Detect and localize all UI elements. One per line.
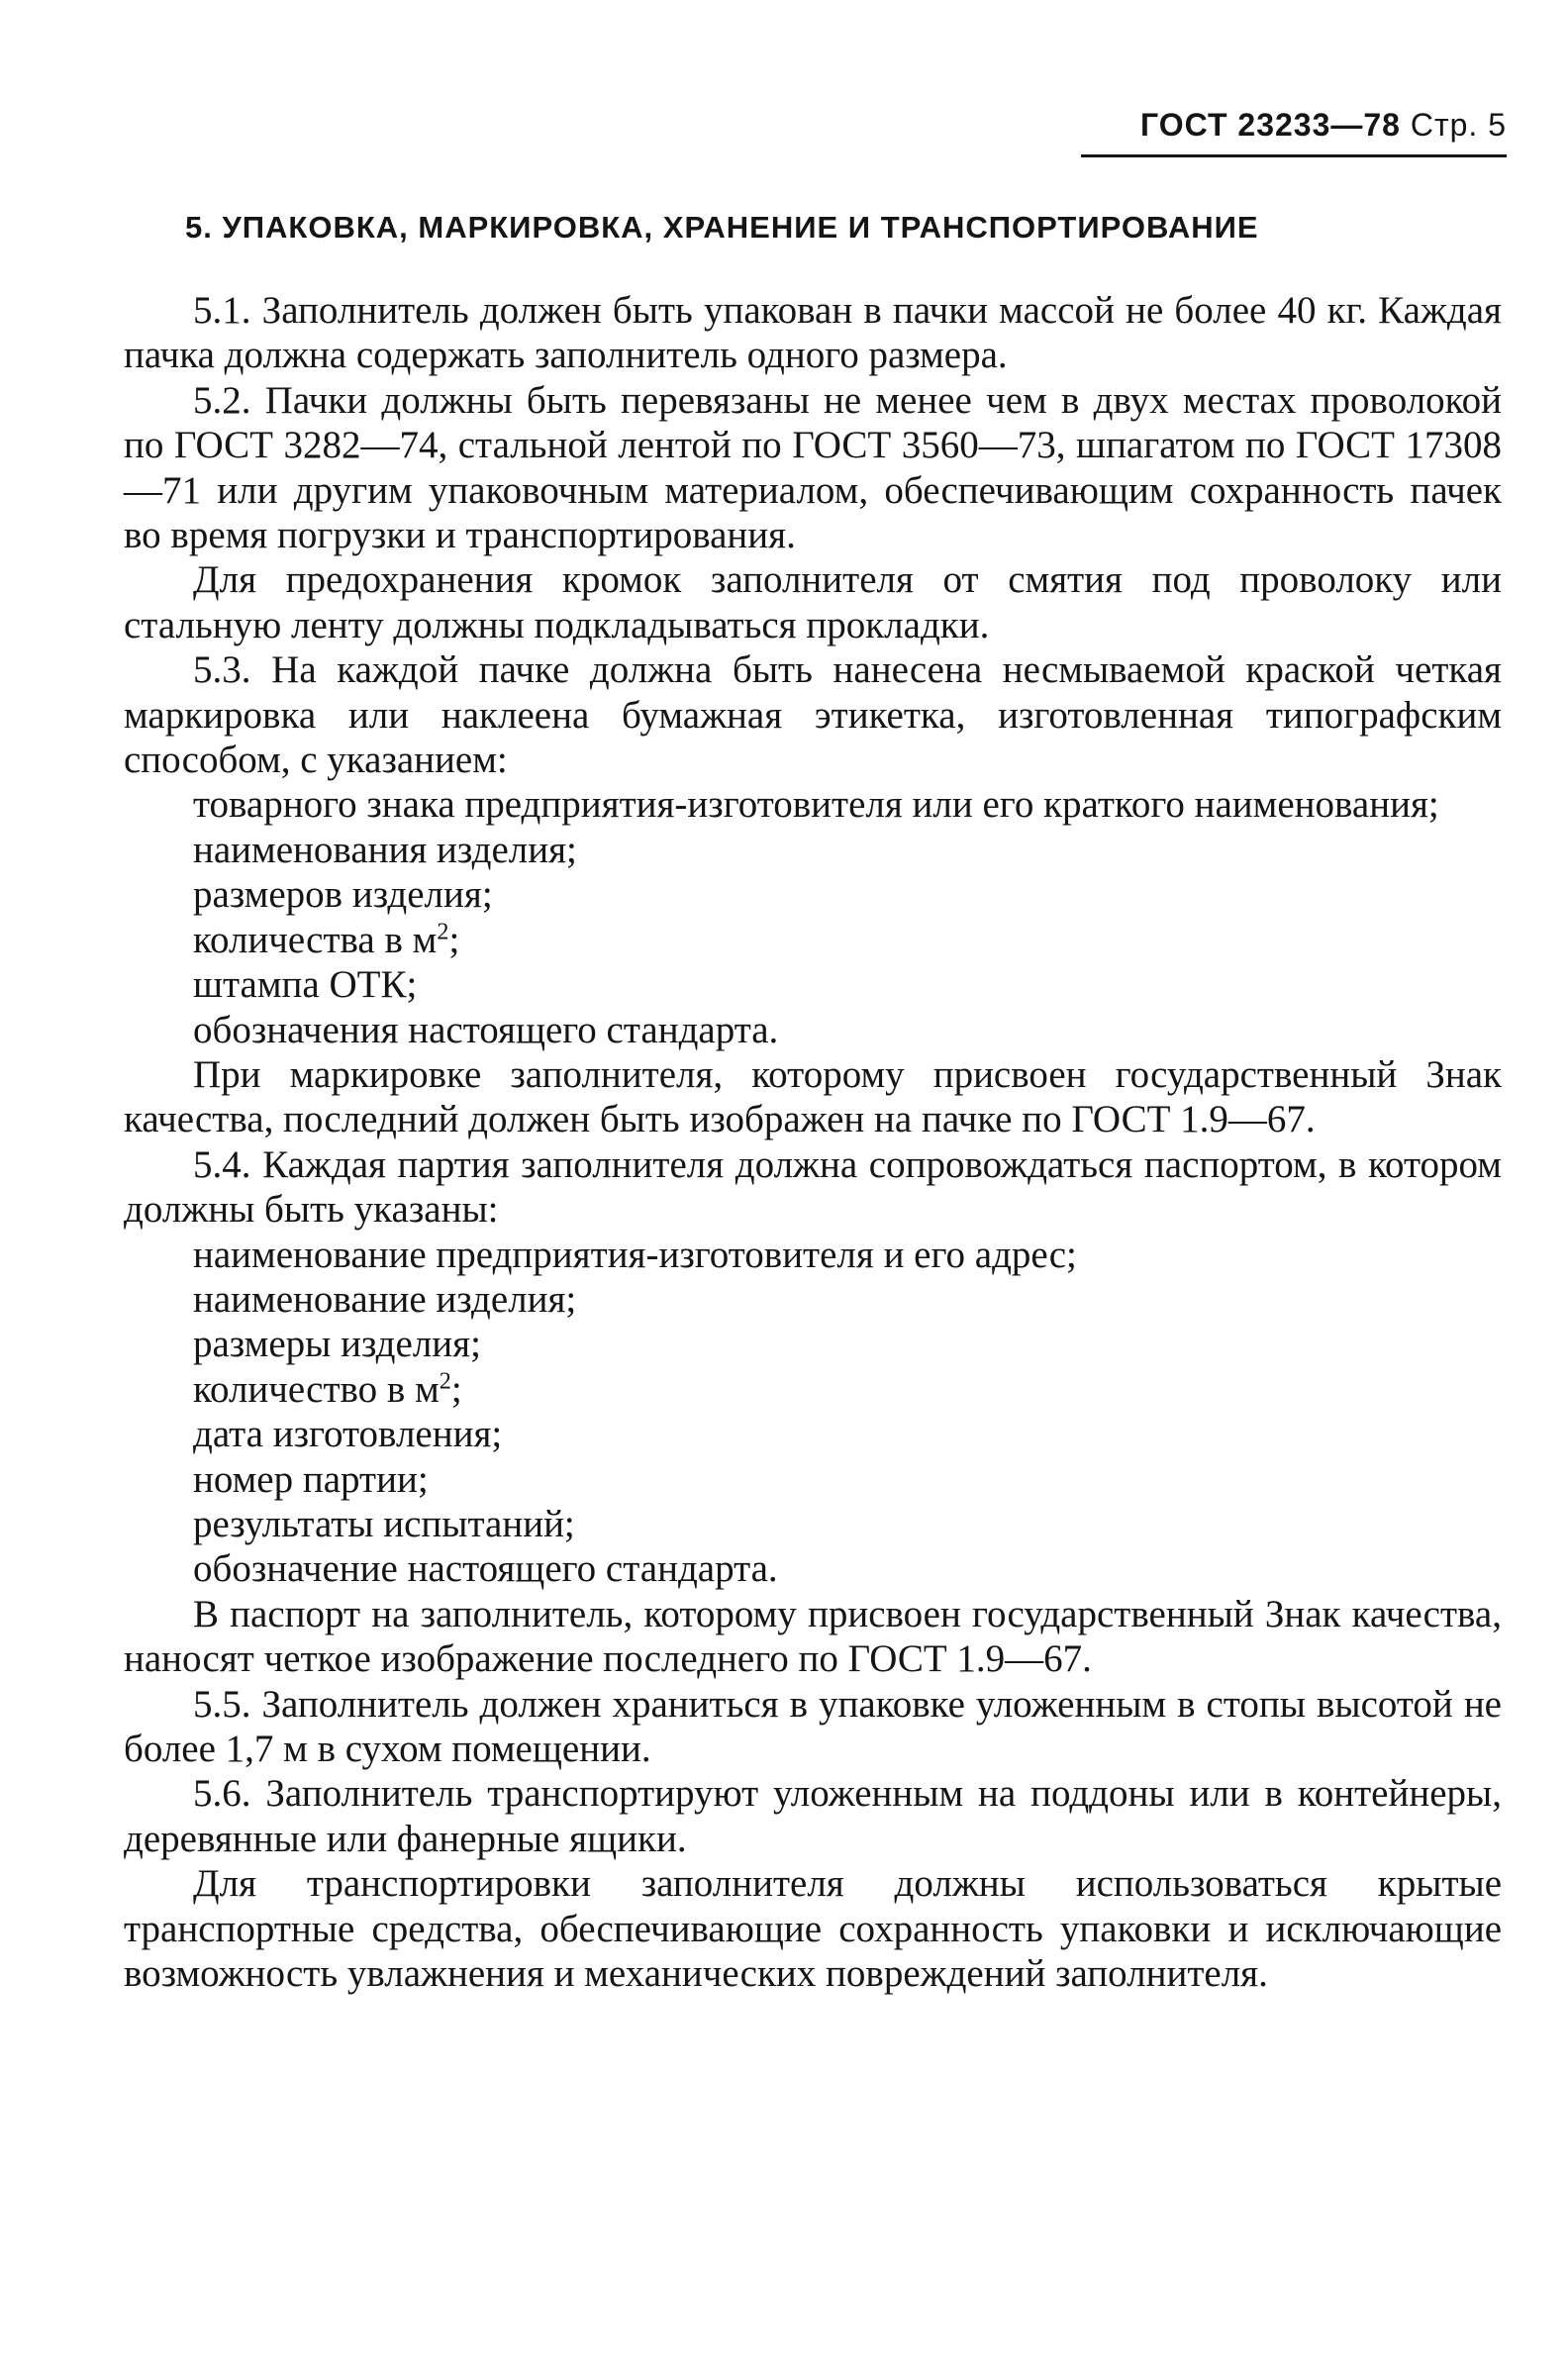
list-item-text: количества в м [193,918,438,961]
list-item: размеров изделия; [193,873,493,917]
list-item: дата изготовления; [193,1413,503,1456]
list-item: результаты испытаний; [193,1502,575,1545]
paragraph-5-3: 5.3. На каждой пачке должна быть нанесена несмываемой краской четкая маркировка или наклеена бумажная этикетка, изготовленная типографским способом, с указанием: [124,648,1502,782]
list-item: обозначение настоящего стандарта. [193,1547,778,1591]
superscript: 2 [439,1367,451,1395]
list-item: наименование изделия; [193,1277,577,1321]
list-item: номер партии; [193,1457,429,1501]
list-item: обозначения настоящего стандарта. [193,1008,779,1051]
superscript: 2 [437,918,449,945]
list-item-end: ; [448,918,460,961]
paragraph-5-2: 5.2. Пачки должны быть перевязаны не менее чем в двух местах проволокой по ГОСТ 3282—74, стальной лентой по ГОСТ 3560—73, шпагатом по ГОСТ 17308—71 или другим упаковочным материалом, обеспечивающим сохранность пачек во время погрузки и транспортирования. [124,378,1502,557]
paragraph-5-5: 5.5. Заполнитель должен храниться в упаковке уложенным в стопы высотой не более 1,7 м в сухом помещении. [124,1682,1502,1770]
document-body [124,288,1502,1996]
list-item: размеры изделия; [193,1323,481,1366]
list-item: наименования изделия; [193,828,577,871]
paragraph-5-2-note: Для предохранения кромок заполнителя от смятия под проволоку или стальную ленту должны подкладываться прокладки. [124,558,1502,646]
list-item: штампа ОТК; [193,963,418,1007]
list-item: наименование предприятия-изготовителя и его адрес; [193,1233,1077,1276]
paragraph-5-3-note: При маркировке заполнителя, которому присвоен государственный Знак качества, последний должен быть изображен на пачке по ГОСТ 1.9—67. [124,1052,1502,1141]
page-header [1081,109,1507,157]
paragraph-5-1: 5.1. Заполнитель должен быть упакован в пачки массой не более 40 кг. Каждая пачка должна содержать заполнитель одного размера. [124,289,1502,377]
paragraph-5-6-note: Для транспортировки заполнителя должны использоваться крытые транспортные средства, обеспечивающие сохранность упаковки и исключающие возможность увлажнения и механических повреждений заполнителя. [124,1862,1502,1996]
list-item [124,918,1502,962]
section-title: 5. УПАКОВКА, МАРКИРОВКА, ХРАНЕНИЕ И ТРАНСПОРТИРОВАНИЕ [185,210,1259,245]
list-item: товарного знака предприятия-изготовителя или его краткого наименования; [193,783,1439,827]
paragraph-5-6: 5.6. Заполнитель транспортируют уложенным на поддоны или в контейнеры, деревянные или фанерные ящики. [124,1772,1502,1860]
list-item [124,1367,1502,1412]
list-item-end: ; [450,1367,462,1411]
page-number-label: Стр. 5 [1410,107,1507,143]
paragraph-5-4-note: В паспорт на заполнитель, которому присвоен государственный Знак качества, наносят четкое изображение последнего по ГОСТ 1.9—67. [124,1592,1502,1681]
list-item-text: количество в м [193,1367,440,1411]
paragraph-5-4: 5.4. Каждая партия заполнителя должна сопровождаться паспортом, в котором должны быть указаны: [124,1142,1502,1232]
document-id: ГОСТ 23233—78 [1140,107,1401,143]
